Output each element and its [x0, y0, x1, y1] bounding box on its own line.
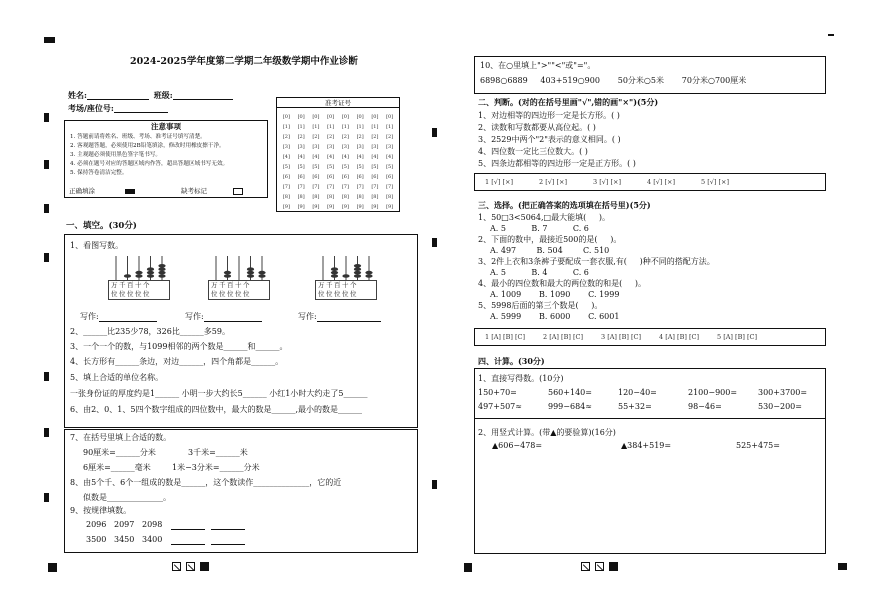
q7-text: 7、在括号里填上合适的数。	[70, 433, 172, 442]
exam-digit-bubble[interactable]: [6]	[282, 174, 290, 180]
exam-digit-bubble[interactable]: [7]	[297, 184, 305, 190]
calc-cell: 530−200=	[758, 402, 802, 411]
vertical-calc-2: ▲384+519=	[621, 441, 672, 450]
exam-digit-bubble[interactable]: [5]	[312, 164, 320, 170]
judge-item: 5、四条边都相等的四边形一定是正方形。( )	[478, 159, 636, 168]
exam-digit-bubble[interactable]: [8]	[386, 194, 394, 200]
exam-digit-bubble[interactable]: [7]	[386, 184, 394, 190]
exam-digit-bubble[interactable]: [8]	[327, 194, 335, 200]
exam-digit-bubble[interactable]: [4]	[327, 154, 335, 160]
exam-digit-bubble[interactable]: [1]	[327, 124, 335, 130]
q10-title: 10、在○里填上">""<"或"="。	[480, 61, 596, 70]
q7b-text: 3千米=______米	[188, 448, 248, 457]
exam-digit-bubble[interactable]: [4]	[297, 154, 305, 160]
judge-bubble[interactable]: 5 [√] [×]	[701, 178, 729, 186]
timing-mark	[48, 563, 57, 572]
exam-digit-bubble[interactable]: [4]	[386, 154, 394, 160]
exam-digit-bubble[interactable]: [6]	[312, 174, 320, 180]
exam-digit-bubble[interactable]: [7]	[312, 184, 320, 190]
notice-line: 4. 必须在题号对应的答题区域内作答，超出答题区域书写无效。	[70, 161, 229, 167]
exam-digit-bubble[interactable]: [7]	[371, 184, 379, 190]
corner-mark	[828, 34, 834, 36]
choice-item: A. 497 B. 504 C. 510	[490, 246, 610, 255]
calc-row	[478, 388, 828, 402]
calc-cell: 497+507≈	[478, 402, 522, 411]
exam-digit-bubble[interactable]: [6]	[356, 174, 364, 180]
exam-digit-bubble[interactable]: [2]	[312, 134, 320, 140]
abacus-column-labels: 位位位位位	[318, 290, 358, 298]
exam-digit-bubble[interactable]: [6]	[371, 174, 379, 180]
calc-cell: 150+70=	[478, 388, 517, 397]
q7d-text: 1米−3分米=______分米	[172, 463, 260, 472]
choice-item: A. 5999 B. 6000 C. 6001	[490, 312, 620, 321]
timing-mark	[44, 160, 49, 169]
choice-item: 4、最小的四位数和最大的两位数的和是( )。	[478, 279, 647, 288]
q3-text: 3、一个一个的数，与1099相邻的两个数是______和______。	[70, 342, 288, 351]
timing-mark	[432, 480, 437, 489]
timing-mark	[200, 562, 209, 571]
write-answer-3: 写作:	[298, 312, 381, 322]
corner-mark	[44, 37, 55, 43]
calc-grid	[478, 388, 828, 416]
calc-q2-text: 2、用竖式计算。(带▲的要验算)(16分)	[478, 428, 616, 437]
exam-digit-bubble[interactable]: [0]	[371, 114, 379, 120]
exam-digit-bubble[interactable]: [7]	[327, 184, 335, 190]
exam-digit-bubble[interactable]: [3]	[386, 144, 394, 150]
exam-title: 2024-2025学年度第二学期二年级数学期中作业诊断	[130, 56, 358, 67]
notice-line: 2. 客观题答题，必须使用2B铅笔填涂，修改时用橡皮擦干净。	[70, 143, 225, 149]
write-answer-1: 写作:	[80, 312, 157, 322]
judge-bubble[interactable]: 2 [√] [×]	[539, 178, 567, 186]
exam-digit-bubble[interactable]: [9]	[386, 204, 394, 210]
calc-cell: 300+3700=	[758, 388, 808, 397]
calc-row	[478, 402, 828, 416]
section-1-header: 一、填空。(30分)	[66, 221, 137, 231]
calc-cell: 2100−900=	[688, 388, 738, 397]
timing-mark	[44, 253, 49, 262]
exam-digit-bubble[interactable]: [1]	[297, 124, 305, 130]
section-2-header: 二、判断。(对的在括号里画"√",错的画"×")(5分)	[478, 97, 659, 107]
scan-code-icon	[581, 562, 590, 571]
notice-line: 5. 保持答卷清洁完整。	[70, 170, 128, 176]
choice-item: A. 1009 B. 1090 C. 1999	[490, 290, 620, 299]
exam-digit-bubble[interactable]: [1]	[341, 124, 349, 130]
choice-item: A. 5 B. 7 C. 6	[490, 224, 589, 233]
q5b-text: 一张身份证的厚度约是1______ 小明一步大约长5______ 小红1小时大约走了5______	[70, 389, 368, 398]
exam-digit-bubble[interactable]: [3]	[356, 144, 364, 150]
q10-items: 6898○6889 403+519○900 50分米○5米 70分米○700厘米	[480, 76, 747, 85]
abacus-column-labels: 万千百十个	[111, 281, 151, 289]
exam-digit-bubble[interactable]: [1]	[312, 124, 320, 130]
timing-mark	[432, 238, 437, 247]
choice-item: 3、2件上衣和3条裤子要配成一套衣服,有( )种不同的搭配方法。	[478, 257, 715, 266]
exam-number-box	[276, 97, 400, 212]
exam-digit-bubble[interactable]: [4]	[312, 154, 320, 160]
exam-digit-bubble[interactable]: [6]	[341, 174, 349, 180]
write-answer-2: 写作:	[185, 312, 262, 322]
choice-bubble[interactable]: 5 [A] [B] [C]	[717, 333, 757, 341]
q9-row-2: 3500 3450 3400	[86, 535, 245, 545]
exam-digit-bubble[interactable]: [0]	[312, 114, 320, 120]
exam-digit-bubble[interactable]: [0]	[356, 114, 364, 120]
q8-text: 8、由5个千、6个一组成的数是______，这个数读作______________，它的近	[70, 478, 342, 487]
exam-digit-bubble[interactable]: [6]	[297, 174, 305, 180]
exam-digit-bubble[interactable]: [0]	[327, 114, 335, 120]
q4-text: 4、长方形有______条边，对边______，四个角都是______。	[70, 357, 284, 366]
exam-digit-bubble[interactable]: [0]	[297, 114, 305, 120]
exam-digit-bubble[interactable]: [5]	[282, 164, 290, 170]
exam-digit-bubble[interactable]: [2]	[356, 134, 364, 140]
exam-number-bubbles[interactable]	[279, 112, 397, 212]
q6-text: 6、由2、0、1、5四个数字组成的四位数中，最大的数是______,最小的数是______	[70, 405, 362, 414]
exam-digit-bubble[interactable]: [5]	[371, 164, 379, 170]
scan-code-icon	[172, 562, 181, 571]
section-4-header: 四、计算。(30分)	[478, 356, 545, 366]
timing-mark	[464, 563, 472, 572]
notice-line: 3. 主观题必须使用黑色签字笔书写。	[70, 152, 162, 158]
timing-mark	[838, 563, 847, 570]
abacus-column-labels: 位位位位位	[111, 290, 151, 298]
calc-cell: 560+140=	[548, 388, 592, 397]
q1-text: 1、看图写数。	[70, 241, 124, 250]
exam-digit-bubble[interactable]: [9]	[356, 204, 364, 210]
calc-cell: 55+32=	[618, 402, 652, 411]
exam-digit-bubble[interactable]: [0]	[282, 114, 290, 120]
scan-code-icon	[186, 562, 195, 571]
exam-digit-bubble[interactable]: [1]	[371, 124, 379, 130]
exam-digit-bubble[interactable]: [2]	[297, 134, 305, 140]
exam-digit-bubble[interactable]: [8]	[312, 194, 320, 200]
exam-digit-bubble[interactable]: [9]	[327, 204, 335, 210]
timing-mark	[44, 372, 49, 381]
seat-label: 考场/座位号:	[68, 103, 168, 113]
exam-digit-bubble[interactable]: [3]	[312, 144, 320, 150]
choice-item: A. 5 B. 4 C. 6	[490, 268, 589, 277]
exam-digit-bubble[interactable]: [9]	[312, 204, 320, 210]
exam-digit-bubble[interactable]: [1]	[282, 124, 290, 130]
q5-text: 5、填上合适的单位名称。	[70, 373, 164, 382]
notice-line: 1. 答题前请将姓名、班级、考场、准考证号填写清楚。	[70, 134, 206, 140]
exam-digit-bubble[interactable]: [6]	[386, 174, 394, 180]
judge-bubble[interactable]: 3 [√] [×]	[593, 178, 621, 186]
correct-fill-label: 正确填涂	[69, 187, 135, 195]
judge-bubble[interactable]: 4 [√] [×]	[647, 178, 675, 186]
abacus-2	[208, 252, 270, 300]
exam-digit-bubble[interactable]: [8]	[371, 194, 379, 200]
choice-bubble[interactable]: 3 [A] [B] [C]	[601, 333, 641, 341]
vertical-calc-1: ▲606−478=	[492, 441, 543, 450]
q7a-text: 90厘米=______分米	[83, 448, 156, 457]
exam-digit-bubble[interactable]: [5]	[386, 164, 394, 170]
choice-bubble[interactable]: 2 [A] [B] [C]	[543, 333, 583, 341]
timing-mark	[44, 204, 49, 213]
judge-item: 1、对边相等的四边形一定是长方形。( )	[478, 111, 620, 120]
exam-digit-bubble[interactable]: [4]	[282, 154, 290, 160]
calc-cell: 120−40=	[618, 388, 657, 397]
abacus-1	[108, 252, 170, 300]
q8b-text: 似数是______________。	[83, 493, 171, 502]
missing-label: 缺考标记	[181, 187, 243, 195]
exam-digit-bubble[interactable]: [8]	[297, 194, 305, 200]
choice-bubble[interactable]: 4 [A] [B] [C]	[659, 333, 699, 341]
choice-item: 2、下面的数中，最接近500的是( )。	[478, 235, 622, 244]
timing-mark	[432, 128, 437, 137]
q2-text: 2、______比235少78，326比______多59。	[70, 327, 230, 336]
exam-digit-bubble[interactable]: [2]	[282, 134, 290, 140]
exam-digit-bubble[interactable]: [2]	[341, 134, 349, 140]
exam-digit-bubble[interactable]: [8]	[282, 194, 290, 200]
judge-item: 3、2529中两个"2"表示的意义相同。( )	[478, 135, 621, 144]
exam-digit-bubble[interactable]: [9]	[341, 204, 349, 210]
exam-digit-bubble[interactable]: [6]	[327, 174, 335, 180]
exam-digit-bubble[interactable]: [9]	[371, 204, 379, 210]
choice-bubble[interactable]: 1 [A] [B] [C]	[485, 333, 525, 341]
name-label: 姓名: 班级:	[68, 90, 233, 100]
judge-item: 2、读数和写数都要从高位起。( )	[478, 123, 596, 132]
exam-number-header: 准考证号	[277, 99, 399, 108]
exam-digit-bubble[interactable]: [4]	[356, 154, 364, 160]
exam-digit-bubble[interactable]: [1]	[386, 124, 394, 130]
notice-title: 注意事项	[151, 122, 181, 131]
q7c-text: 6厘米=______毫米	[83, 463, 151, 472]
calc-divider	[475, 418, 825, 419]
exam-digit-bubble[interactable]: [3]	[371, 144, 379, 150]
choice-item: 5、5998后面的第三个数是( )。	[478, 301, 603, 310]
notice-lines	[70, 133, 228, 178]
exam-digit-bubble[interactable]: [9]	[297, 204, 305, 210]
exam-digit-bubble[interactable]: [5]	[297, 164, 305, 170]
exam-digit-bubble[interactable]: [8]	[356, 194, 364, 200]
exam-digit-bubble[interactable]: [7]	[282, 184, 290, 190]
exam-digit-bubble[interactable]: [3]	[327, 144, 335, 150]
exam-digit-bubble[interactable]: [2]	[386, 134, 394, 140]
exam-digit-bubble[interactable]: [2]	[327, 134, 335, 140]
exam-digit-bubble[interactable]: [1]	[356, 124, 364, 130]
judge-bubble[interactable]: 1 [√] [×]	[485, 178, 513, 186]
timing-mark	[44, 113, 49, 122]
exam-digit-bubble[interactable]: [2]	[371, 134, 379, 140]
abacus-column-labels: 位位位位位	[211, 290, 251, 298]
timing-mark	[44, 428, 49, 437]
section-3-header: 三、选择。(把正确答案的选项填在括号里)(5分)	[478, 200, 651, 210]
exam-digit-bubble[interactable]: [3]	[341, 144, 349, 150]
exam-digit-bubble[interactable]: [0]	[341, 114, 349, 120]
exam-digit-bubble[interactable]: [7]	[356, 184, 364, 190]
abacus-column-labels: 万千百十个	[211, 281, 251, 289]
scan-code-icon	[595, 562, 604, 571]
calc-cell: 98−46=	[688, 402, 722, 411]
abacus-column-labels: 万千百十个	[318, 281, 358, 289]
calc-cell: 999−684≈	[548, 402, 592, 411]
exam-digit-bubble[interactable]: [4]	[341, 154, 349, 160]
choice-item: 1、50□3<5064,□最大能填( )。	[478, 213, 611, 222]
q9-row-1: 2096 2097 2098	[86, 520, 245, 530]
section-3-bubbles[interactable]	[474, 328, 826, 346]
timing-mark	[44, 493, 49, 502]
section-2-bubbles[interactable]	[474, 173, 826, 191]
exam-digit-bubble[interactable]: [3]	[297, 144, 305, 150]
judge-item: 4、四位数一定比三位数大。( )	[478, 147, 588, 156]
abacus-3	[315, 252, 377, 300]
exam-digit-bubble[interactable]: [4]	[371, 154, 379, 160]
timing-mark	[609, 562, 618, 571]
calc-q1-text: 1、直接写得数。(10分)	[478, 374, 564, 383]
section-2-items	[478, 110, 636, 170]
exam-digit-bubble[interactable]: [0]	[386, 114, 394, 120]
exam-digit-bubble[interactable]: [5]	[327, 164, 335, 170]
exam-digit-bubble[interactable]: [7]	[341, 184, 349, 190]
exam-digit-bubble[interactable]: [3]	[282, 144, 290, 150]
q9-text: 9、按规律填数。	[70, 506, 132, 515]
vertical-calc-3: 525+475=	[736, 441, 780, 450]
exam-digit-bubble[interactable]: [5]	[356, 164, 364, 170]
exam-digit-bubble[interactable]: [5]	[341, 164, 349, 170]
section-3-items	[478, 212, 715, 322]
exam-digit-bubble[interactable]: [9]	[282, 204, 290, 210]
notice-box	[64, 120, 268, 198]
exam-digit-bubble[interactable]: [8]	[341, 194, 349, 200]
